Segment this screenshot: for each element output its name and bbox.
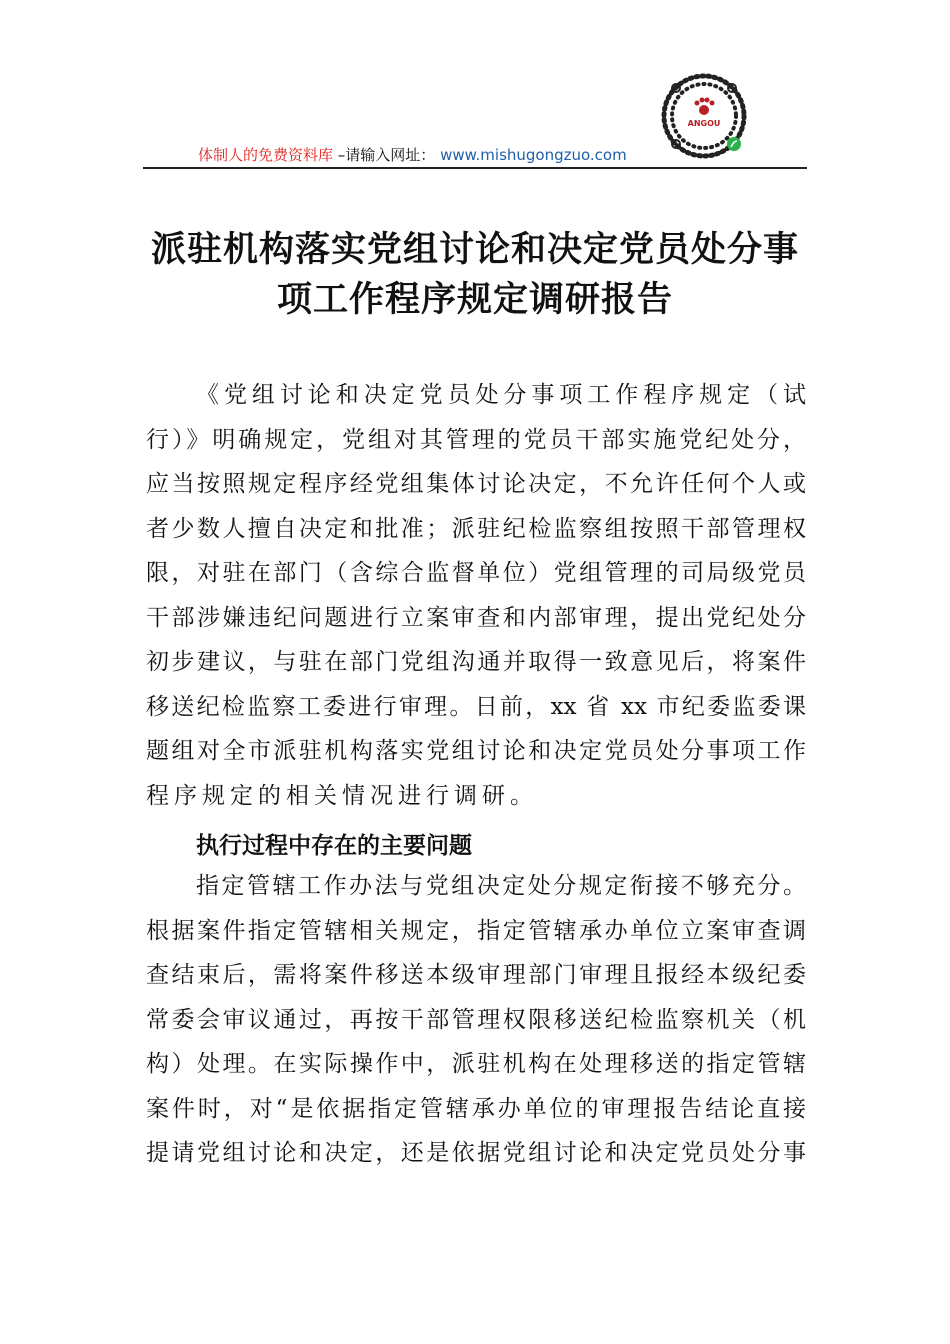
mini-program-qr-code-icon <box>656 68 752 164</box>
paragraph-line: 案件时，对“是依据指定管辖承办单位的审理报告结论直接 <box>146 1096 806 1122</box>
paragraph-line: 初步建议，与驻在部门党组沟通并取得一致意见后，将案件 <box>146 649 806 675</box>
paragraph-line: 构）处理。在实际操作中，派驻机构在处理移送的指定管辖 <box>146 1051 806 1077</box>
document-title-line-1: 派驻机构落实党组讨论和决定党员处分事 <box>150 229 799 270</box>
paragraph-line: 查结束后，需将案件移送本级审理部门审理且报经本级纪委 <box>146 962 806 988</box>
paragraph-line: 提请党组讨论和决定，还是依据党组讨论和决定党员处分事 <box>146 1140 806 1166</box>
paragraph-line: 移送纪检监察工委进行审理。日前，xx 省 xx 市纪委监委课 <box>146 694 806 720</box>
paragraph-line: 常委会审议通过，再按干部管理权限移送纪检监察机关（机 <box>146 1007 806 1033</box>
paragraph-line: 干部涉嫌违纪问题进行立案审查和内部审理，提出党纪处分 <box>146 605 806 631</box>
site-url-link[interactable]: www.mishugongzuo.com <box>440 146 627 164</box>
paragraph-line: 题组对全市派驻机构落实党组讨论和决定党员处分事项工作 <box>146 738 806 764</box>
paragraph-line: 行）》明确规定，党组对其管理的党员干部实施党纪处分， <box>146 427 806 453</box>
header-divider <box>143 167 807 169</box>
paragraph-line: 应当按照规定程序经党组集体讨论决定，不允许任何个人或 <box>146 471 806 497</box>
section-heading: 执行过程中存在的主要问题 <box>196 833 472 859</box>
qr-logo-text: ANGOU <box>687 119 721 128</box>
site-name: 体制人的免费资料库 <box>198 146 334 164</box>
paragraph-line: 限，对驻在部门（含综合监督单位）党组管理的司局级党员 <box>146 560 806 586</box>
paragraph-line: 者少数人擅自决定和批准；派驻纪检监察组按照干部管理权 <box>146 516 806 542</box>
paragraph-line: 指定管辖工作办法与党组决定处分规定衔接不够充分。 <box>196 873 806 899</box>
paragraph-line: 《党组讨论和决定党员处分事项工作程序规定（试 <box>196 382 806 408</box>
paragraph-line: 程序规定的相关情况进行调研。 <box>146 783 538 809</box>
document-title-line-2: 项工作程序规定调研报告 <box>276 279 673 320</box>
url-prompt: –请输入网址： <box>337 146 436 164</box>
header-banner <box>198 144 627 165</box>
paragraph-line: 根据案件指定管辖相关规定，指定管辖承办单位立案审查调 <box>146 918 806 944</box>
